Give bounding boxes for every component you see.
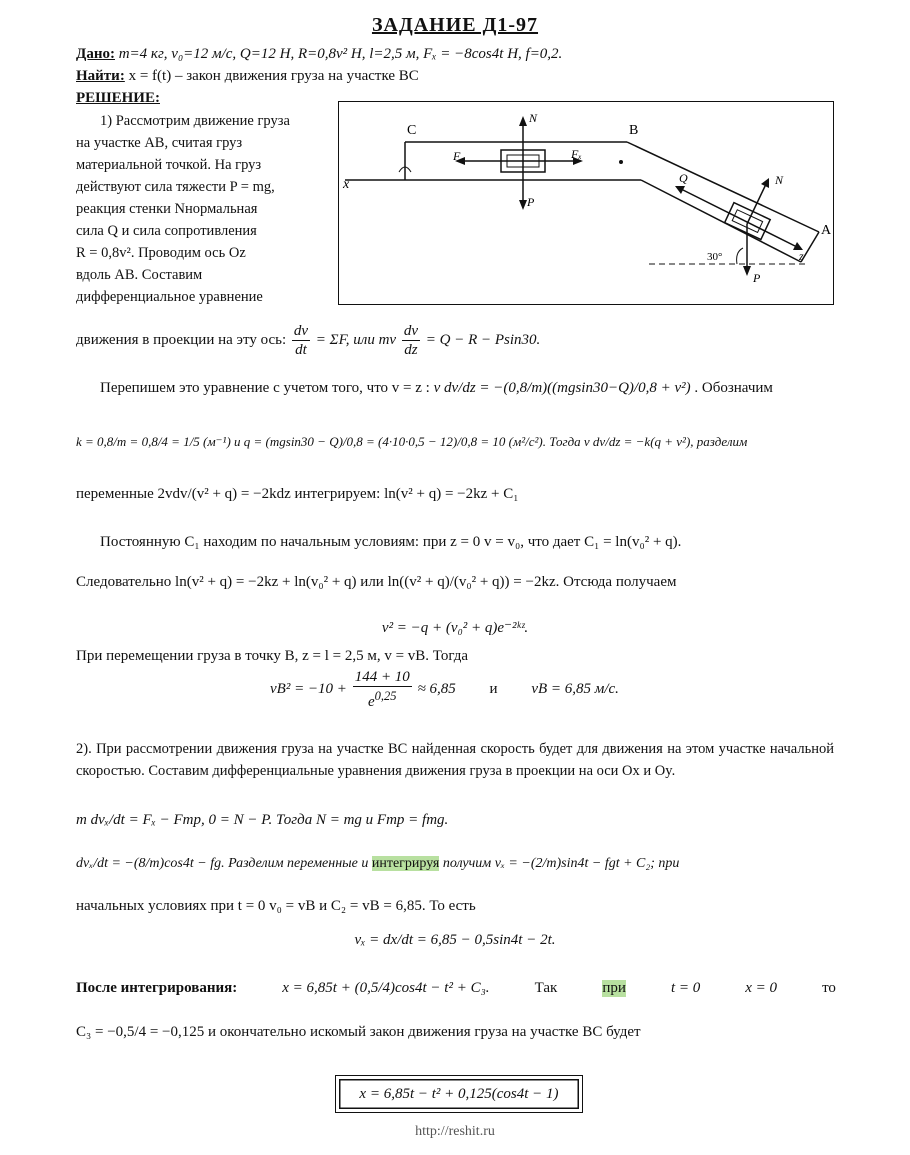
section2-paragraph: 2). При рассмотрении движения груза на участке ВС найденная скорость будет для движения на этом участке начальной скоростью. Составим дифференциальные уравнения движения груза в проекции на оси Ox и Oy.	[76, 741, 834, 779]
p-right-arrow-head	[743, 266, 751, 276]
incline-lower-line	[641, 180, 801, 262]
given-label: Дано:	[76, 46, 115, 62]
angle-arc	[737, 248, 743, 264]
separation-line: переменные 2vdv/(v² + q) = −2kdz интегрируем: ln(v² + q) = −2kz + C₁	[76, 486, 519, 502]
find-text: x = f(t) – закон движения груза на участке ВС	[128, 68, 419, 84]
label-n-right: N	[775, 173, 784, 187]
final-result-box	[335, 1075, 583, 1113]
final-result: x = 6,85t − t² + 0,125(cos4t − 1)	[359, 1085, 559, 1102]
equation-motion-ab: движения в проекции на эту ось: $\frac{dv}{dt}$ = ΣF, или mv $\frac{dv}{dz}$ = Q − R − Psin30.	[76, 323, 541, 358]
label-n-top: N	[529, 111, 538, 125]
page-title: ЗАДАНИЕ Д1-97	[371, 14, 539, 36]
label-c: C	[407, 123, 417, 138]
intro-paragraph: 1) Рассмотрим движение груза на участке АВ, считая груз материальной точкой. На груз действуют сила тяжести P = mg, реакция стенки Nнормальная сила Q и сила сопротивления R = 0,8v². Проводим ось Oz вдоль АВ. Составим дифференциальное уравнение	[76, 113, 290, 305]
n-arrow-head	[519, 116, 527, 126]
find-label: Найти:	[76, 68, 125, 84]
label-fx: Fₓ	[571, 147, 582, 161]
label-x: x	[343, 177, 350, 192]
figure-svg	[339, 102, 833, 304]
velocity-squared-formula: v² = −q + (v₀² + q)e⁻²ᵏᶻ.	[381, 620, 529, 636]
label-z: z	[799, 249, 804, 263]
label-p-right: P	[753, 271, 761, 285]
log-relation-line: Следовательно ln(v² + q) = −2kz + ln(v₀² + q) или ln((v² + q)/(v₀² + q)) = −2kz. Отсюда получаем	[76, 574, 677, 590]
label-p-bottom: P	[527, 195, 535, 209]
highlighted-word: интегрируя	[371, 856, 440, 871]
p-arrow-head	[519, 200, 527, 210]
motion-point	[619, 160, 623, 164]
constant-c1-line: Постоянную C₁ находим по начальным условиям: при z = 0 v = v₀, что дает C₁ = ln(v₀² + q).	[100, 534, 682, 550]
label-b: B	[629, 123, 639, 138]
solution-heading: РЕШЕНИЕ:	[76, 90, 160, 106]
label-a: A	[821, 223, 832, 238]
find-line	[76, 66, 419, 86]
given-line	[76, 44, 562, 64]
footer-url: http://reshit.ru	[415, 1124, 495, 1139]
initial-conditions-line: начальных условиях при t = 0 v₀ = vB и C₂ = vB = 6,85. То есть	[76, 898, 476, 914]
vb-calculation: vB² = −10 + $\frac{144 + 10}{e^{0,25}}$ ≈ 6,85 и vB = 6,85 м/с.	[270, 669, 619, 710]
label-angle: 30°	[707, 251, 723, 263]
point-b-line: При перемещении груза в точку В, z = l = 2,5 м, v = vB. Тогда	[76, 648, 469, 664]
given-text: m=4 кг, v₀=12 м/с, Q=12 Н, R=0,8v² Н, l=2,5 м, Fₓ = −8cos4t Н, f=0,2.	[118, 46, 563, 62]
label-f: F	[453, 149, 461, 163]
c3-line: C₃ = −0,5/4 = −0,125 и окончательно искомый закон движения груза на участке ВС будет	[76, 1024, 641, 1040]
label-q: Q	[679, 171, 688, 185]
after-integration-line: После интегрирования: x = 6,85t + (0,5/4)cos4t − t² + C₃. Так при t = 0 x = 0 то	[76, 980, 836, 996]
bc-equations-line: m dvₓ/dt = Fₓ − Fтр, 0 = N − P. Тогда N = mg и Fтр = fmg.	[76, 812, 449, 828]
incline-force-line	[679, 188, 799, 248]
velocity-integration-line: dvₓ/dt = −(8/m)cos4t − fg. Разделим переменные и интегрируя получим vₓ = −(2/m)sin4t − fgt + C₂; при	[76, 856, 680, 871]
mechanics-figure	[338, 101, 834, 305]
substitution-line: k = 0,8/m = 0,8/4 = 1/5 (м⁻¹) и q = (mgsin30 − Q)/0,8 = (4·10·0,5 − 12)/0,8 = 10 (м²/с²). Тогда v dv/dz = −k(q + v²), разделим	[76, 434, 748, 449]
incline-end-line	[801, 232, 819, 262]
vx-formula: vₓ = dx/dt = 6,85 − 0,5sin4t − 2t.	[354, 932, 556, 948]
rewrite-line: Перепишем это уравнение с учетом того, что v = z : v dv/dz = −(0,8/m)((mgsin30−Q)/0,8 + v²) . Обозначим	[100, 380, 773, 396]
